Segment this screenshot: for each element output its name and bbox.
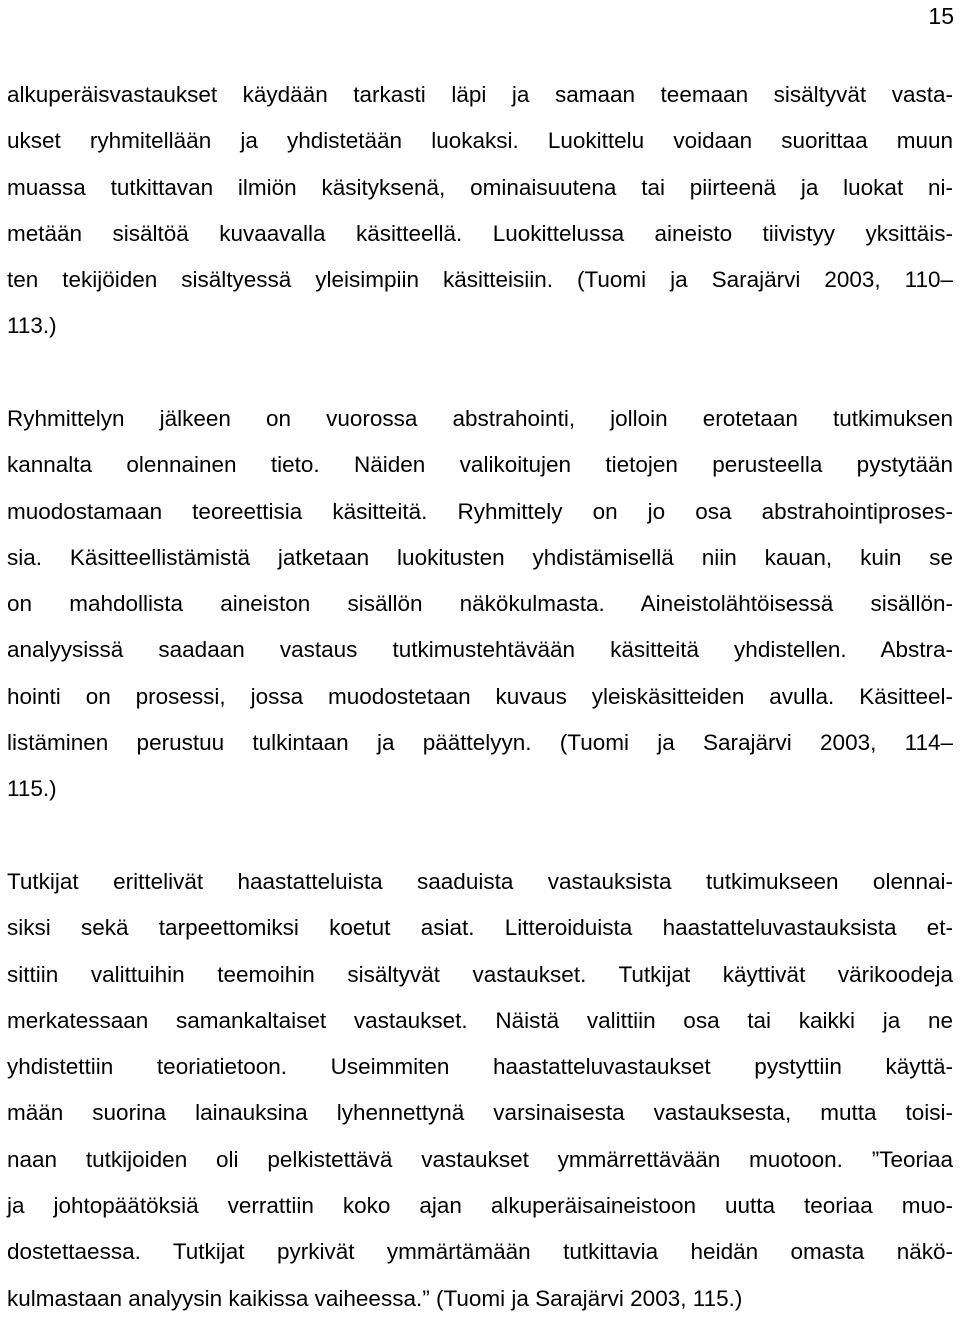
text-line: Ryhmittelyn jälkeen on vuorossa abstrahointi, jolloin erotetaan tutkimuksen <box>7 406 953 431</box>
text-line: ten tekijöiden sisältyessä yleisimpiin käsitteisiin. (Tuomi ja Sarajärvi 2003, 110– <box>7 267 953 293</box>
text-line: naan tutkijoiden oli pelkistettävä vastaukset ymmärrettävään muotoon. ”Teoriaa <box>7 1146 953 1172</box>
text-line: dostettaessa. Tutkijat pyrkivät ymmärtämään tutkittavia heidän omasta näkö- <box>7 1239 953 1265</box>
text-line: muodostamaan teoreettisia käsitteitä. Ryhmittely on jo osa abstrahointiproses- <box>7 498 953 524</box>
text-line: yhdistettiin teoriatietoon. Useimmiten haastatteluvastaukset pystyttiin käyttä- <box>7 1054 953 1080</box>
text-line: sittiin valittuihin teemoihin sisältyvät vastaukset. Tutkijat käyttivät värikoodeja <box>7 961 953 987</box>
text-line: kulmastaan analyysin kaikissa vaiheessa.” (Tuomi ja Sarajärvi 2003, 115.) <box>7 1285 743 1311</box>
text-line: on mahdollista aineiston sisällön näkökulmasta. Aineistolähtöisessä sisällön- <box>7 591 953 617</box>
page-number: 15 <box>928 3 954 29</box>
text-line: muassa tutkittavan ilmiön käsityksenä, ominaisuutena tai piirteenä ja luokat ni- <box>7 174 953 200</box>
text-line: Tutkijat erittelivät haastatteluista saaduista vastauksista tutkimukseen olennai- <box>7 869 953 894</box>
text-line: ukset ryhmitellään ja yhdistetään luokaksi. Luokittelu voidaan suorittaa muun <box>7 128 953 154</box>
text-line: alkuperäisvastaukset käydään tarkasti läpi ja samaan teemaan sisältyvät vasta- <box>7 82 953 107</box>
text-line: siksi sekä tarpeettomiksi koetut asiat. Litteroiduista haastatteluvastauksista et- <box>7 915 953 941</box>
text-line: metään sisältöä kuvaavalla käsitteellä. Luokittelussa aineisto tiivistyy yksittäis- <box>7 220 953 246</box>
paragraph-classification <box>7 72 953 350</box>
text-line: 115.) <box>7 776 57 802</box>
paragraph-abstraction <box>7 396 953 813</box>
text-line: hointi on prosessi, jossa muodostetaan kuvaus yleiskäsitteiden avulla. Käsitteel- <box>7 683 953 709</box>
text-line: kannalta olennainen tieto. Näiden valikoitujen tietojen perusteella pystytään <box>7 452 953 478</box>
paragraph-analysis-method <box>7 859 953 1322</box>
text-line: sia. Käsitteellistämistä jatketaan luokitusten yhdistämisellä niin kauan, kuin se <box>7 544 953 570</box>
text-line: listäminen perustuu tulkintaan ja päättelyyn. (Tuomi ja Sarajärvi 2003, 114– <box>7 730 953 756</box>
text-line: ja johtopäätöksiä verrattiin koko ajan alkuperäisaineistoon uutta teoriaa muo- <box>7 1193 953 1219</box>
text-line: mään suorina lainauksina lyhennettynä varsinaisesta vastauksesta, mutta toisi- <box>7 1100 953 1126</box>
text-line: 113.) <box>7 313 57 339</box>
text-line: analyysissä saadaan vastaus tutkimustehtävään käsitteitä yhdistellen. Abstra- <box>7 637 953 663</box>
text-line: merkatessaan samankaltaiset vastaukset. Näistä valittiin osa tai kaikki ja ne <box>7 1007 953 1033</box>
